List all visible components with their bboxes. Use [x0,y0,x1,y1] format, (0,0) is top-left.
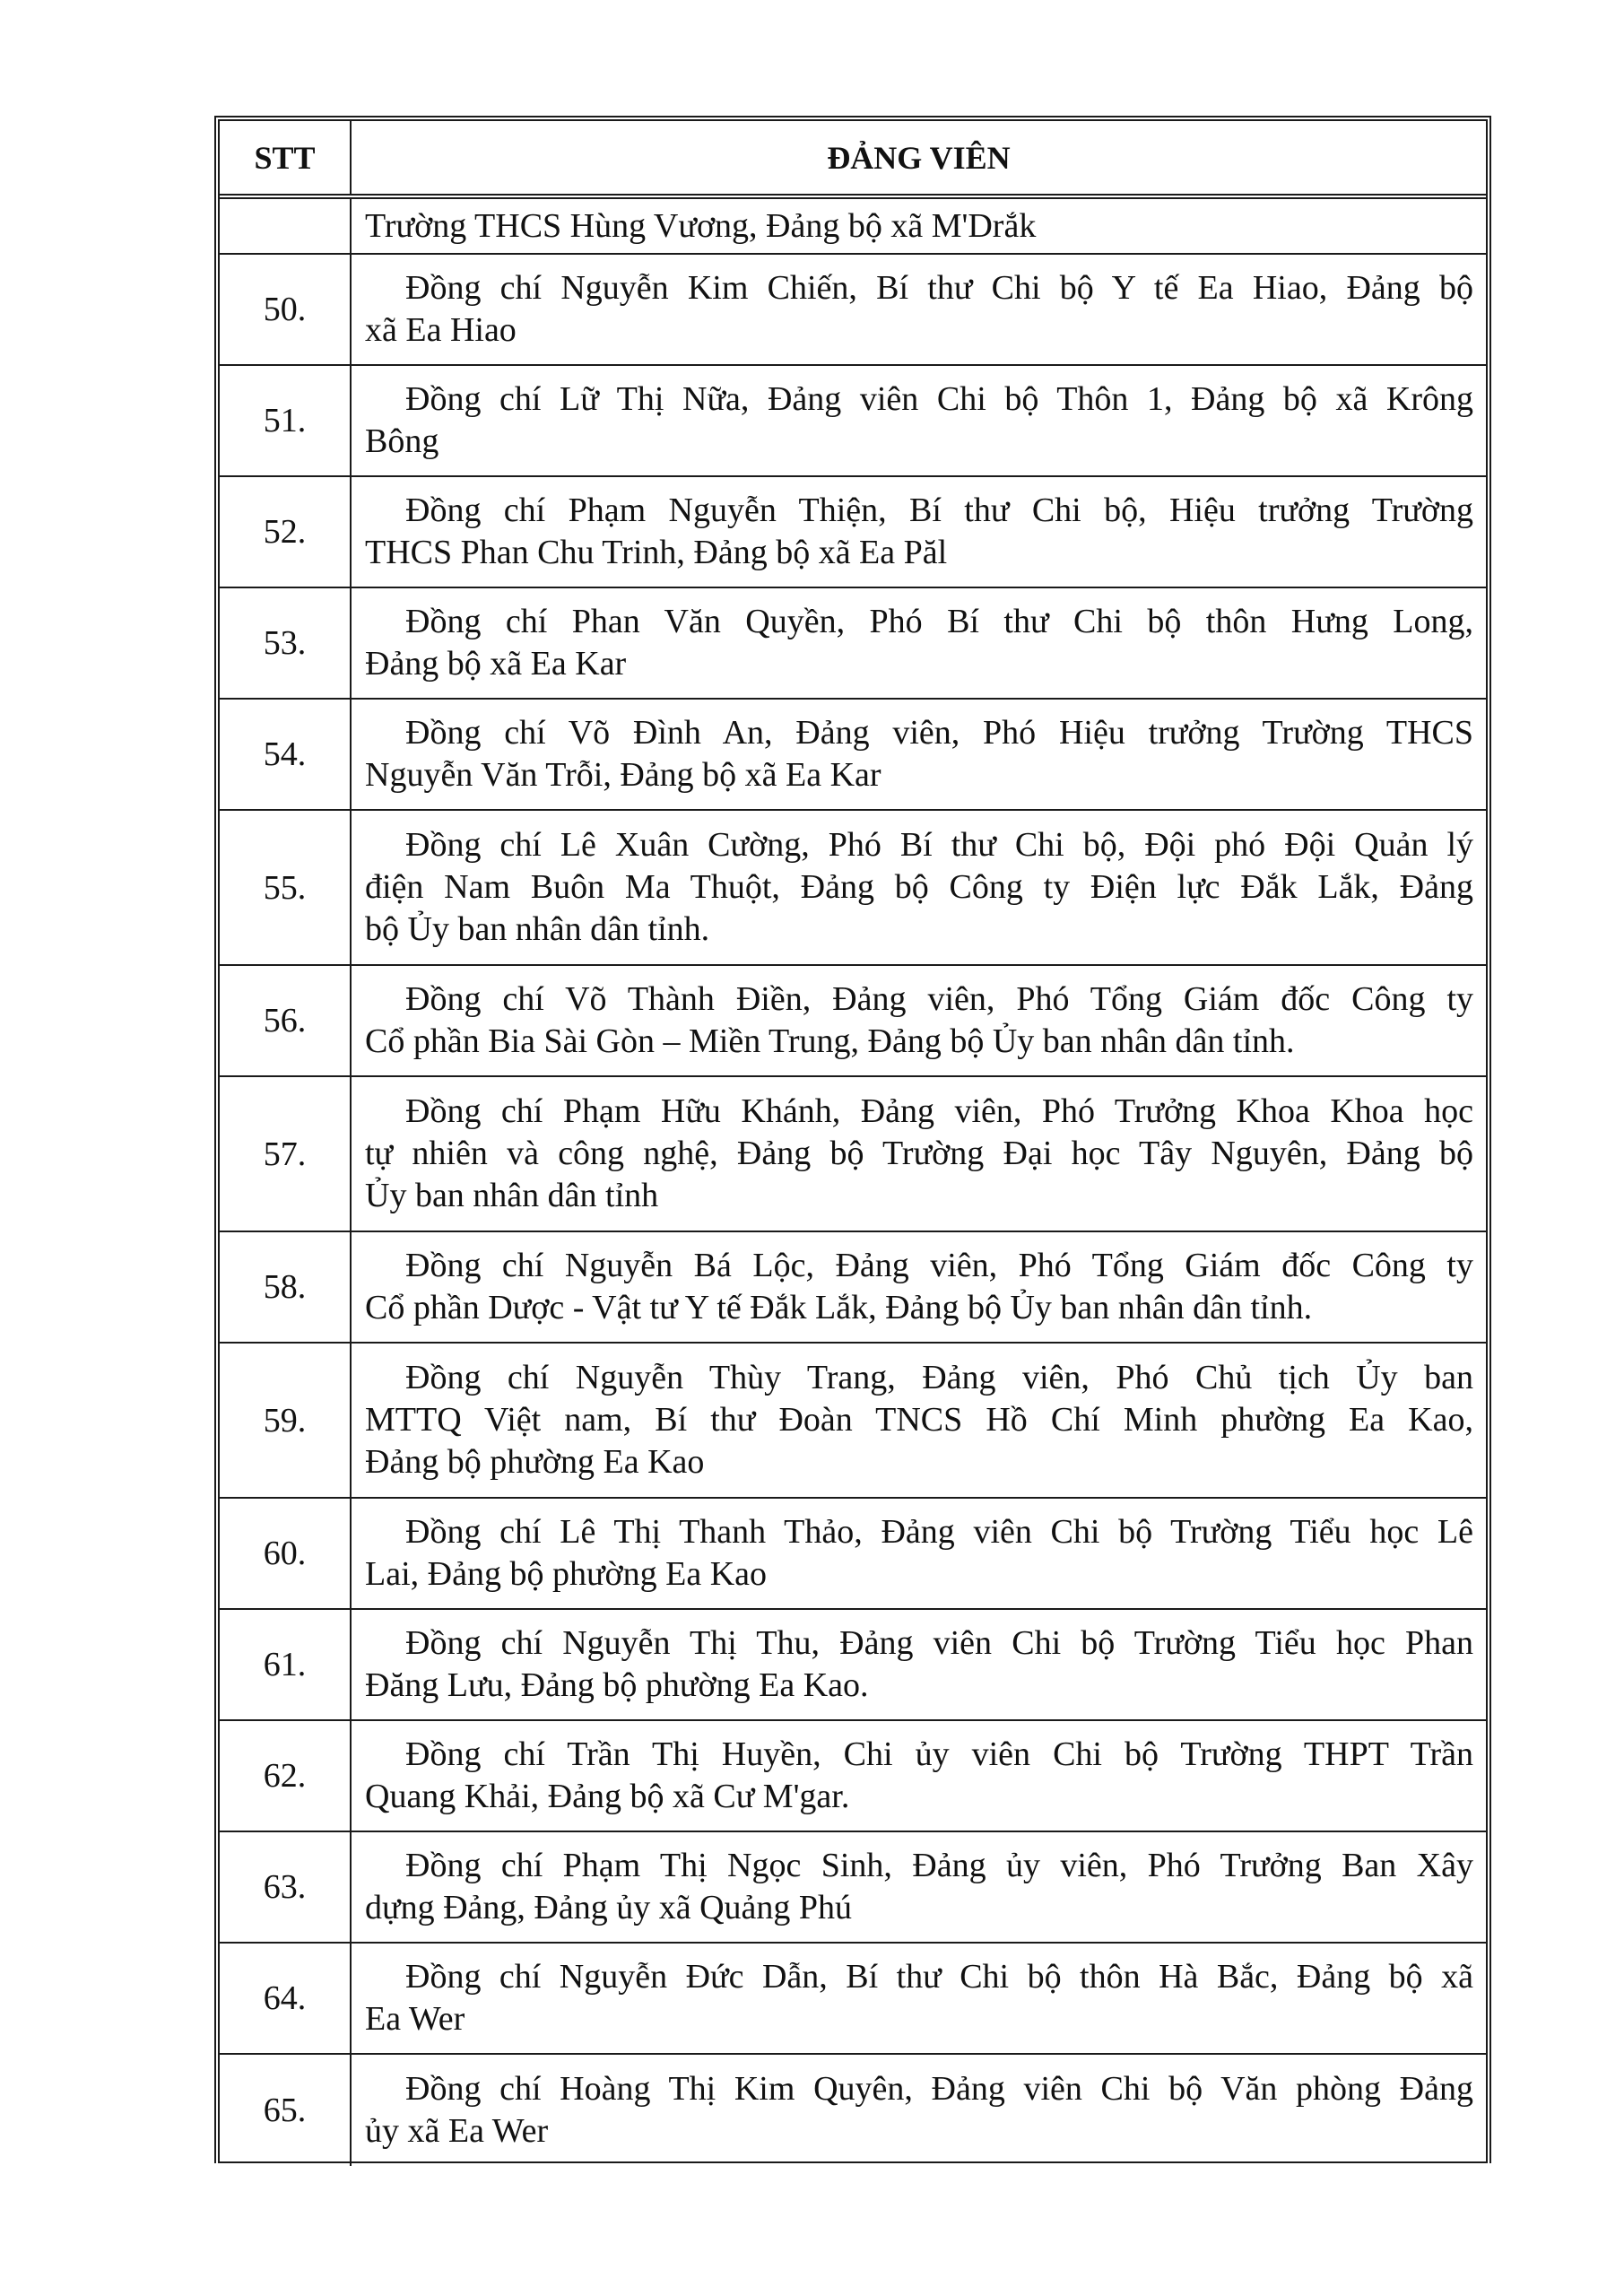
table-row [220,1610,1486,1721]
row-text-line: tự nhiên và công nghệ, Đảng bộ Trường Đại học Tây Nguyên, Đảng bộ [365,1135,1473,1172]
table-row [220,1832,1486,1944]
row-text-line: Cổ phần Bia Sài Gòn – Miền Trung, Đảng bộ Ủy ban nhân dân tỉnh. [365,1022,1295,1060]
row-text [352,255,1486,364]
row-stt: 54. [220,700,352,809]
table-row [220,1944,1486,2055]
row-text [352,2055,1486,2166]
row-text-line: Đồng chí Lê Thị Thanh Thảo, Đảng viên Chi bộ Trường Tiểu học Lê [405,1513,1473,1551]
row-text [352,366,1486,475]
row-text-line: Đảng bộ phường Ea Kao [365,1443,705,1481]
row-text-line: Đồng chí Võ Đình An, Đảng viên, Phó Hiệu trưởng Trường THCS [405,714,1473,752]
row-stt: 50. [220,255,352,364]
row-text [352,811,1486,964]
table-header-row [220,121,1486,196]
row-text-line: Đảng bộ xã Ea Kar [365,645,627,683]
table-row [220,588,1486,700]
row-text [352,1610,1486,1719]
row-text-line: Đồng chí Phạm Thị Ngọc Sinh, Đảng ủy viên, Phó Trưởng Ban Xây [405,1847,1473,1884]
row-stt: 55. [220,811,352,964]
row-text [352,1344,1486,1497]
row-text [352,700,1486,809]
row-stt: 61. [220,1610,352,1719]
header-stt: STT [220,121,352,194]
row-text-line: Đồng chí Phan Văn Quyền, Phó Bí thư Chi bộ thôn Hưng Long, [405,603,1473,640]
row-text-line: MTTQ Việt nam, Bí thư Đoàn TNCS Hồ Chí Minh phường Ea Kao, [365,1401,1473,1439]
row-stt: 62. [220,1721,352,1831]
row-text [352,1232,1486,1342]
table-row [220,255,1486,366]
row-text-line: điện Nam Buôn Ma Thuột, Đảng bộ Công ty Điện lực Đắk Lắk, Đảng [365,868,1473,906]
row-text-line: dựng Đảng, Đảng ủy xã Quảng Phú [365,1889,853,1926]
row-text [352,966,1486,1075]
row-text-line: Nguyễn Văn Trỗi, Đảng bộ xã Ea Kar [365,756,881,794]
row-stt: 51. [220,366,352,475]
row-text-line: Đồng chí Lê Xuân Cường, Phó Bí thư Chi bộ, Đội phó Đội Quản lý [405,826,1473,864]
table-row [220,477,1486,588]
row-text-line: Cổ phần Dược - Vật tư Y tế Đắk Lắk, Đảng bộ Ủy ban nhân dân tỉnh. [365,1289,1313,1326]
row-text-line: Đồng chí Trần Thị Huyền, Chi ủy viên Chi bộ Trường THPT Trần [405,1735,1473,1773]
row-text-line: Đồng chí Võ Thành Điền, Đảng viên, Phó Tổng Giám đốc Công ty [405,980,1473,1018]
row-text-line: Đồng chí Nguyễn Đức Dẫn, Bí thư Chi bộ thôn Hà Bắc, Đảng bộ xã [405,1958,1473,1996]
table-row [220,966,1486,1077]
row-text-line: Đồng chí Phạm Nguyễn Thiện, Bí thư Chi bộ, Hiệu trưởng Trường [405,491,1473,529]
row-text-line: Đồng chí Lữ Thị Nữa, Đảng viên Chi bộ Thôn 1, Đảng bộ xã Krông [405,380,1473,418]
row-text-line: bộ Ủy ban nhân dân tỉnh. [365,910,710,948]
row-stt: 53. [220,588,352,698]
row-text-line: Đồng chí Nguyễn Thùy Trang, Đảng viên, Phó Chủ tịch Ủy ban [405,1359,1473,1396]
row-text-line: Lai, Đảng bộ phường Ea Kao [365,1555,768,1593]
header-dang-vien: ĐẢNG VIÊN [827,139,1011,176]
table-row [220,2055,1486,2166]
table-row [220,1344,1486,1499]
row-text-line: Đồng chí Nguyễn Thị Thu, Đảng viên Chi bộ Trường Tiểu học Phan [405,1624,1473,1662]
row-stt: 58. [220,1232,352,1342]
row-text [352,1499,1486,1608]
row-text-line: Ủy ban nhân dân tỉnh [365,1177,659,1214]
table-row [220,700,1486,811]
row-text-line: xã Ea Hiao [365,311,517,349]
row-stt: 56. [220,966,352,1075]
row-text-line: Bông [365,422,439,460]
row-text [352,1721,1486,1831]
row-text-line: Đồng chí Phạm Hữu Khánh, Đảng viên, Phó Trưởng Khoa Khoa học [405,1092,1473,1130]
row-stt: 65. [220,2055,352,2166]
table-row [220,811,1486,966]
table-row [220,1499,1486,1610]
row-text-line: ủy xã Ea Wer [365,2112,549,2150]
party-members-table [220,121,1486,2166]
row-text-line: Đồng chí Hoàng Thị Kim Quyên, Đảng viên Chi bộ Văn phòng Đảng [405,2070,1473,2108]
row-stt: 52. [220,477,352,587]
row-text-line: THCS Phan Chu Trinh, Đảng bộ xã Ea Păl [365,534,948,571]
table-row [220,366,1486,477]
table-row [220,1232,1486,1344]
row-text-line: Đồng chí Nguyễn Kim Chiến, Bí thư Chi bộ Y tế Ea Hiao, Đảng bộ [405,269,1473,307]
row-stt [220,199,352,253]
row-text-line: Đăng Lưu, Đảng bộ phường Ea Kao. [365,1666,869,1704]
row-stt: 59. [220,1344,352,1497]
table-row [220,1077,1486,1232]
row-text-line: Ea Wer [365,2000,465,2038]
table-row [220,1721,1486,1832]
row-text [352,1832,1486,1942]
table-body [220,255,1486,2166]
row-text [352,199,1486,253]
row-stt: 60. [220,1499,352,1608]
row-text [352,477,1486,587]
row-stt: 63. [220,1832,352,1942]
row-text [352,588,1486,698]
row-text [352,1944,1486,2053]
row-text-line: Quang Khải, Đảng bộ xã Cư M'gar. [365,1778,850,1815]
row-stt: 64. [220,1944,352,2053]
row-stt: 57. [220,1077,352,1231]
row-text [352,1077,1486,1231]
row-text-line: Đồng chí Nguyễn Bá Lộc, Đảng viên, Phó Tổng Giám đốc Công ty [405,1247,1473,1284]
row-text-line: Trường THCS Hùng Vương, Đảng bộ xã M'Drắk [365,206,1037,245]
table-row-continuation [220,199,1486,255]
